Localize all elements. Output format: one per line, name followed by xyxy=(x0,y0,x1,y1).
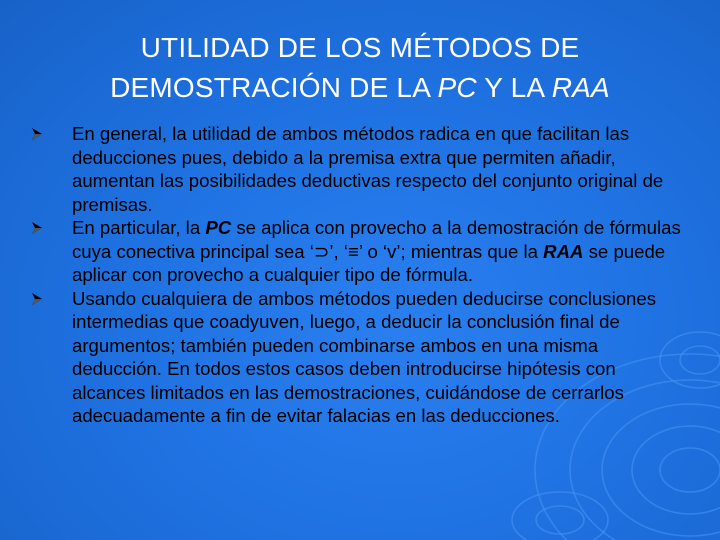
bullet-item xyxy=(30,216,690,287)
title-line-2-joiner: Y LA xyxy=(476,72,552,103)
bullet-text: En general, la utilidad de ambos métodos radica en que facilitan las deducciones pues, debido a la premisa extra que permiten añadir, aumentan las posibilidades deductivas respecto del conjunto original de premisas. xyxy=(72,123,664,215)
title-line-2-text: DEMOSTRACIÓN DE LA xyxy=(110,72,438,103)
bullet-text xyxy=(72,216,690,287)
title-line-2 xyxy=(40,68,680,108)
bullet-text-part: En particular, la xyxy=(72,217,206,238)
arrowhead-bullet-icon xyxy=(30,292,44,306)
slide-title xyxy=(40,28,680,108)
bullet-raa-term: RAA xyxy=(543,240,584,262)
bullet-list xyxy=(30,122,690,428)
bullet-item xyxy=(30,287,690,428)
bullet-text-part: se puede aplicar con provecho a cualquier tipo de fórmula. xyxy=(72,240,666,285)
arrowhead-bullet-icon xyxy=(30,127,44,141)
bullet-text-part: se aplica con provecho a la demostración de fórmulas cuya conectiva principal sea ‘⊃’, ‘≡’ o ‘v’; mientras que la xyxy=(72,217,681,262)
title-raa: RAA xyxy=(551,72,610,103)
bullet-pc-term: PC xyxy=(205,217,232,238)
title-pc: PC xyxy=(437,72,477,103)
arrowhead-bullet-icon xyxy=(30,221,44,235)
bullet-item xyxy=(30,122,690,216)
bullet-text: Usando cualquiera de ambos métodos pueden deducirse conclusiones intermedias que coadyuven, luego, a deducir la conclusión final de argumentos; también pueden combinarse ambos en una misma deducción. En todos estos casos deben introducirse hipótesis con alcances limitados en las demostraciones, cuidándose de cerrarlos adecuadamente a fin de evitar falacias en las deducciones. xyxy=(72,287,657,426)
title-line-1: UTILIDAD DE LOS MÉTODOS DE xyxy=(140,32,580,63)
